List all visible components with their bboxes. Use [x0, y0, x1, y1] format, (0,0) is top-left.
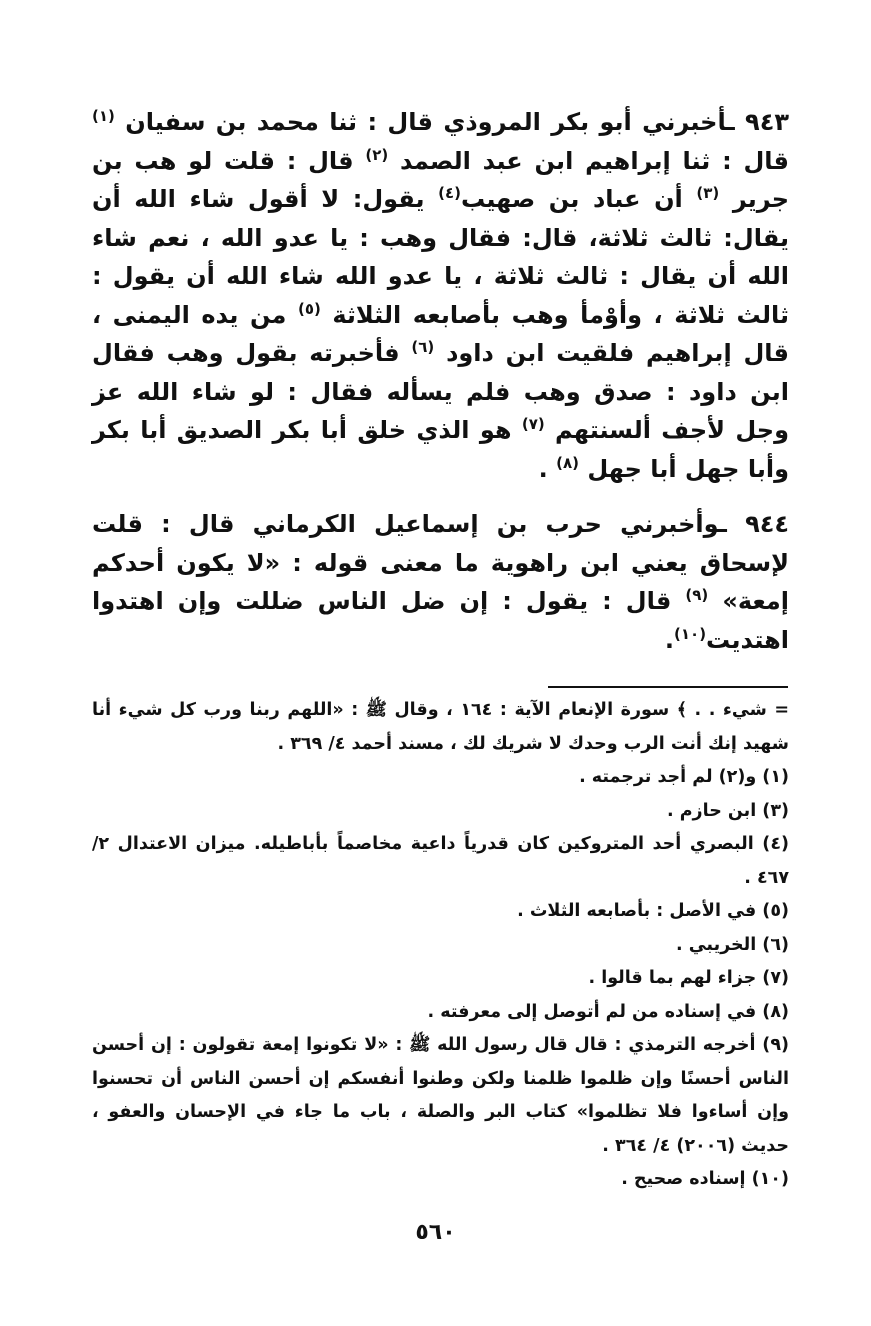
- entry-number: ٩٤٤: [745, 510, 790, 538]
- entry-text: [92, 510, 789, 654]
- footnote-ref: (٩): [685, 586, 709, 604]
- entry-dash: ـ: [726, 108, 735, 136]
- footnote-ref: (٨): [556, 453, 580, 472]
- footnote-ref: (٣): [696, 184, 720, 202]
- footnote-ref: (٢): [365, 145, 389, 164]
- text-segment: قال : قلت لو هب بن جرير: [92, 146, 789, 213]
- footnote-7: (٧) جزاء لهم بما قالوا .: [588, 968, 789, 988]
- text-segment: أخبرني أبو بكر المروذي قال : ثنا محمد بن سفيان: [114, 108, 727, 136]
- footnote-6: (٦) الخريبي .: [675, 934, 789, 955]
- footnote-4: (٤) البصري أحد المتروكين كان قدرياً داعية مخاصماً بأباطيله. ميزان الاعتدال ٢/ ٤٦٧ .: [92, 834, 789, 888]
- text-segment: .: [664, 625, 675, 654]
- footnotes: [92, 694, 789, 1197]
- footnote-10: (١٠) إسناده صحيح .: [621, 1169, 789, 1189]
- text-segment: قال : ثنا إبراهيم ابن عبد الصمد: [388, 146, 789, 175]
- text-segment: من يده اليمنى ، قال إبراهيم فلقيت ابن داود: [92, 300, 789, 367]
- footnote-5: (٥) في الأصل : بأصابعه الثلاث .: [517, 901, 789, 921]
- text-segment: وأخبرني حرب بن إسماعيل الكرماني قال : قلت لإسحاق يعني ابن راهوية ما معنى قوله : «لا يكون أحدكم إمعة»: [92, 510, 790, 615]
- hadith-entry-944: [92, 505, 789, 659]
- footnote-ref: (٤): [438, 184, 461, 202]
- footnote-ref: (٦): [411, 338, 435, 356]
- footnote-1-2: (١) و(٢) لم أجد ترجمته .: [579, 767, 789, 787]
- footnote-8: (٨) في إسناده من لم أتوصل إلى معرفته .: [427, 1001, 789, 1022]
- text-segment: أن عباد بن صهيب: [460, 185, 697, 213]
- entry-text: [92, 108, 789, 483]
- text-segment: يقول: لا أقول شاء الله أن يقال: ثالث ثلاثة، قال: فقال وهب : يا عدو الله ، نعم شاء الله أن يقال : ثالث ثلاثة ، يا عدو الله شاء الله أن يقول : ثالث ثلاثة ، وأوْمأ وهب بأصابعه الثلاثة: [92, 185, 789, 329]
- footnote-9: (٩) أخرجه الترمذي : قال قال رسول الله ﷺ : «لا تكونوا إمعة تقولون : إن أحسن الناس أحسنًا وإن ظلموا ظلمنا ولكن وطنوا أنفسكم إن أحسن الناس أن تحسنوا وإن أساءوا فلا تظلموا» كتاب البر والصلة ، باب ما جاء في الإحسان والعفو ، حديث (٢٠٠٦) ٤/ ٣٦٤ .: [92, 1035, 789, 1156]
- entry-dash: ـ: [718, 510, 727, 538]
- footnote-3: (٣) ابن حازم .: [666, 800, 789, 821]
- text-segment: .: [538, 454, 557, 483]
- text-segment: فأخبرته بقول وهب فقال ابن داود : صدق وهب فلم يسأله فقال : لو شاء الله عز وجل لأجف ألسنتهم: [92, 339, 790, 444]
- footnote-continued: = شيء . . ﴾ سورة الإنعام الآية : ١٦٤ ، وقال ﷺ : «اللهم ربنا ورب كل شيء أنا شهيد إنك أنت الرب وحدك لا شريك لك ، مسند أحمد ٤/ ٣٦٩ .: [92, 700, 789, 754]
- footnote-ref: (١٠): [674, 624, 707, 643]
- entry-number: ٩٤٣: [745, 108, 789, 136]
- footnote-separator: [548, 686, 788, 688]
- hadith-entry-943: [92, 103, 789, 488]
- footnote-ref: (٥): [297, 299, 321, 318]
- text-segment: هو الذي خلق أبا بكر الصديق أبا بكر وأبا جهل أبا جهل: [92, 416, 789, 483]
- footnote-ref: (١): [92, 107, 115, 125]
- page-number: ٥٦٠: [415, 1220, 456, 1245]
- text-segment: قال : يقول : إن ضل الناس ضللت وإن اهتدوا اهتديت: [92, 587, 789, 654]
- footnote-ref: (٧): [521, 415, 545, 433]
